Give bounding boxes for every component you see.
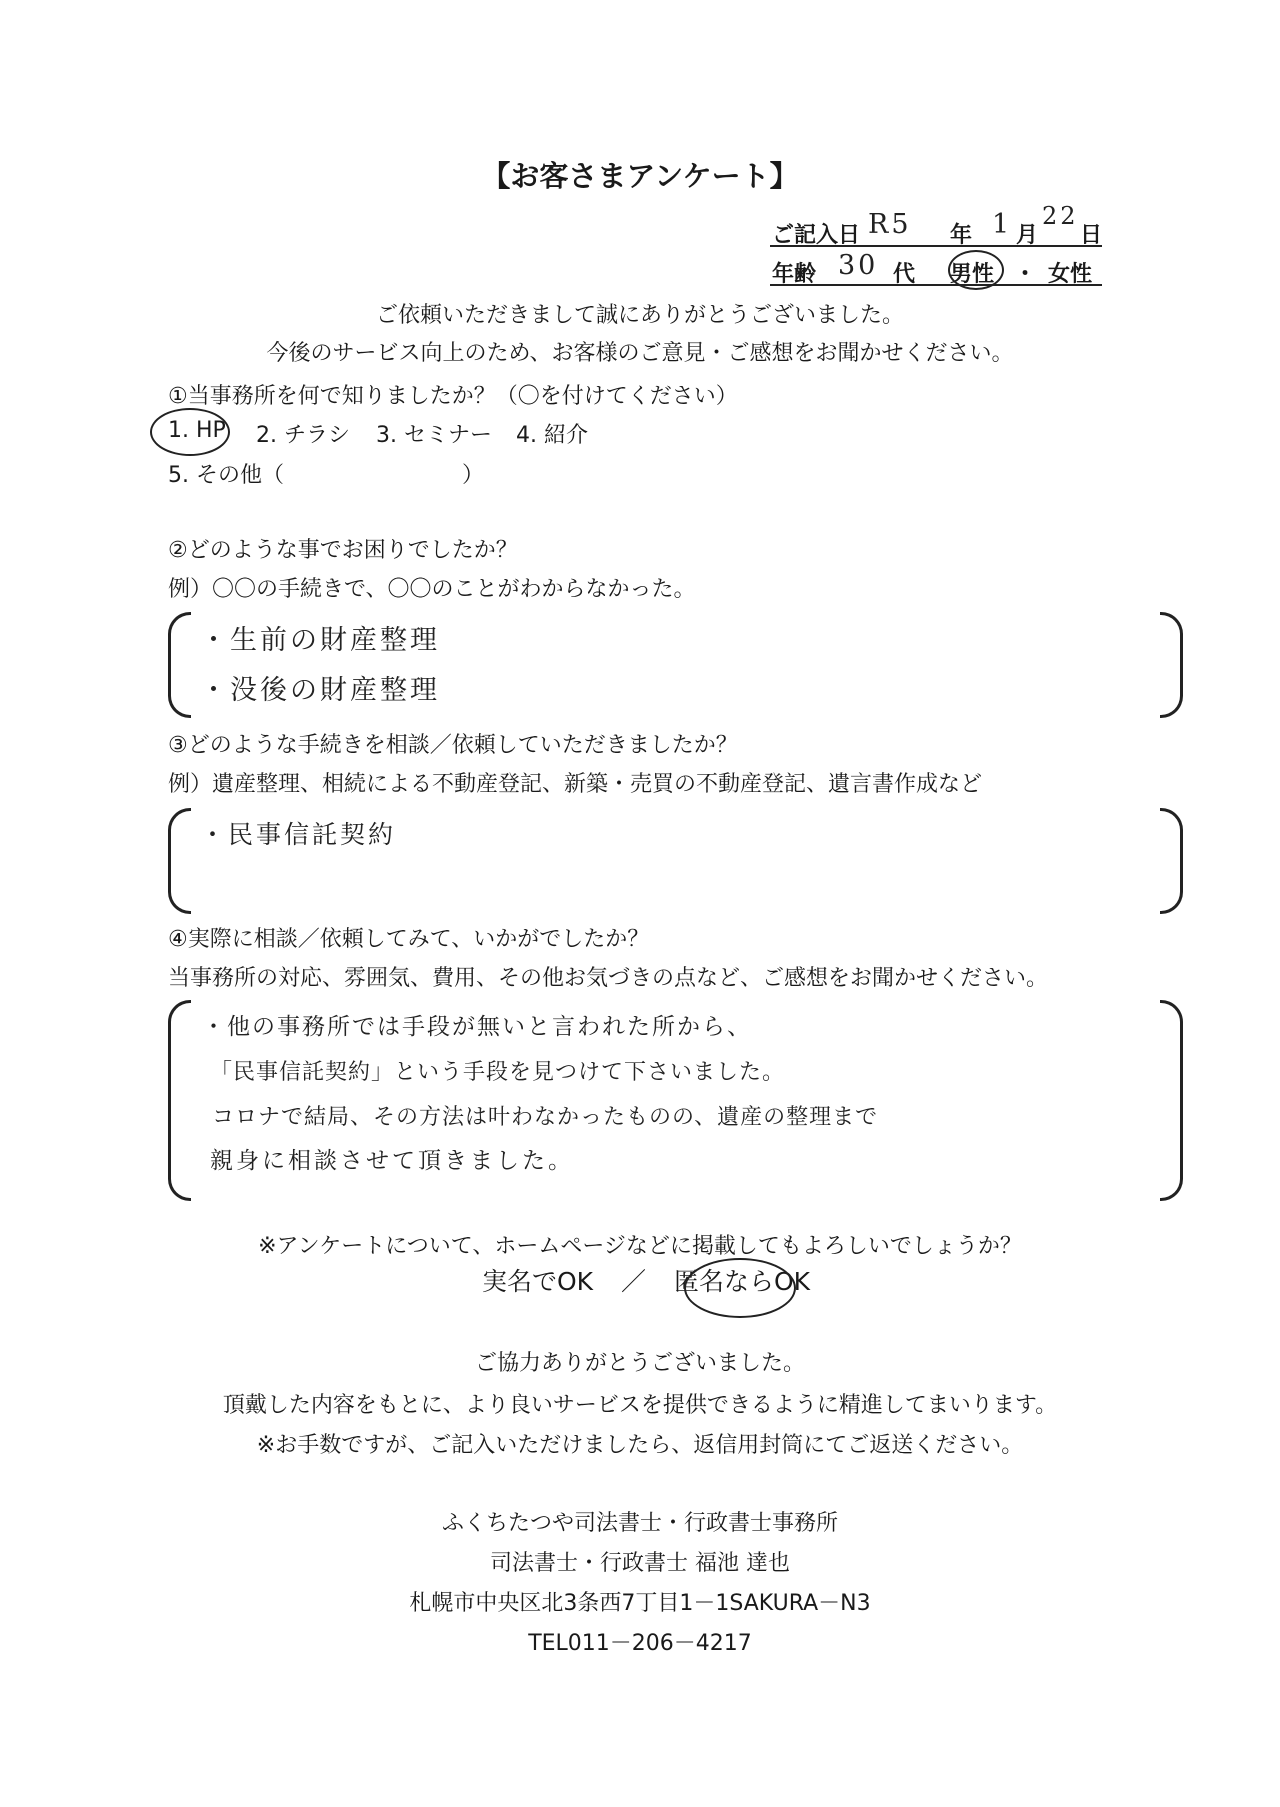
- closing-thanks: ご協力ありがとうございました。: [474, 1351, 805, 1376]
- age-value: 30: [838, 250, 879, 281]
- q2-answer-line-2: ・没後の財産整理: [200, 675, 440, 706]
- q1-option-seminar: 3. セミナー: [376, 423, 492, 448]
- q4-answer-line-1: ・他の事務所では手段が無いと言われた所から、: [202, 1014, 752, 1040]
- gender-female: 女性: [1048, 262, 1093, 287]
- page-title: 【お客さまアンケート】: [481, 159, 799, 193]
- age-label: 年齢: [772, 262, 817, 287]
- q4-question: ④実際に相談／依頼してみて、いかがでしたか？: [168, 927, 650, 952]
- publish-question: ※アンケートについて、ホームページなどに掲載してもよろしいでしょうか？: [258, 1234, 1022, 1259]
- office-name: ふくちたつや司法書士・行政書士事務所: [441, 1511, 838, 1536]
- publish-anonymous-ok: 匿名ならOK: [674, 1267, 811, 1296]
- closing-pledge: 頂戴した内容をもとに、より良いサービスを提供できるように精進してまいります。: [222, 1393, 1058, 1418]
- q1-option-other-close: ）: [462, 463, 485, 488]
- closing-return-note: ※お手数ですが、ご記入いただけましたら、返信用封筒にてご返送ください。: [256, 1433, 1024, 1458]
- q4-answer-line-3: コロナで結局、その方法は叶わなかったものの、遺産の整理まで: [212, 1105, 879, 1130]
- q4-example: 当事務所の対応、雰囲気、費用、その他お気づきの点など、ご感想をお聞かせください。: [168, 966, 1049, 991]
- q3-example: 例）遺産整理、相続による不動産登記、新築・売買の不動産登記、遺言書作成など: [168, 772, 983, 797]
- gender-separator: ・: [1014, 262, 1037, 287]
- q2-example: 例）〇〇の手続きで、〇〇のことがわからなかった。: [168, 577, 696, 602]
- q2-answer-line-1: ・生前の財産整理: [200, 625, 440, 656]
- date-month-unit: 月: [1016, 223, 1039, 248]
- q4-bracket-right: [1160, 1000, 1183, 1201]
- q3-answer-line-1: ・民事信託契約: [200, 820, 397, 849]
- q1-hp-circle: [150, 408, 230, 456]
- age-unit: 代: [893, 262, 916, 287]
- q1-option-referral: 4. 紹介: [516, 423, 588, 448]
- publish-anonymous-circle: [684, 1258, 796, 1318]
- office-tel: TEL011－206－4217: [528, 1631, 752, 1656]
- q1-option-flyer: 2. チラシ: [256, 423, 350, 448]
- q4-answer-line-2: 「民事信託契約」という手段を見つけて下さいました。: [210, 1060, 786, 1085]
- q4-bracket-left: [168, 1000, 191, 1201]
- gender-male: 男性: [950, 262, 995, 287]
- q3-question: ③どのような手続きを相談／依頼していただきましたか？: [168, 733, 738, 758]
- office-representative: 司法書士・行政書士 福池 達也: [490, 1551, 790, 1576]
- date-day-unit: 日: [1080, 223, 1103, 248]
- q4-answer-line-4: 親身に相談させて頂きました。: [210, 1148, 574, 1174]
- q3-bracket-right: [1160, 808, 1183, 914]
- q2-bracket-left: [168, 612, 191, 718]
- q1-option-hp: 1. HP: [168, 418, 226, 443]
- date-era: R5: [868, 209, 912, 240]
- publish-slash: ／: [621, 1267, 647, 1296]
- intro-line-2: 今後のサービス向上のため、お客様のご意見・ご感想をお聞かせください。: [266, 341, 1014, 366]
- date-day: 22: [1042, 202, 1079, 230]
- date-year-unit: 年: [950, 223, 973, 248]
- gender-male-circle: [948, 250, 1004, 290]
- q2-question: ②どのような事でお困りでしたか？: [168, 538, 518, 563]
- intro-line-1: ご依頼いただきまして誠にありがとうございました。: [375, 303, 904, 328]
- date-label: ご記入日: [772, 223, 861, 248]
- date-month: 1: [992, 209, 1013, 240]
- publish-real-name-ok: 実名でOK: [482, 1267, 594, 1296]
- q2-bracket-right: [1160, 612, 1183, 718]
- q1-question: ①当事務所を何で知りましたか？（〇を付けてください）: [168, 384, 738, 409]
- office-address: 札幌市中央区北3条西7丁目1－1SAKURA－N3: [409, 1591, 871, 1616]
- q1-option-other: 5. その他（: [168, 463, 284, 488]
- q3-bracket-left: [168, 808, 191, 914]
